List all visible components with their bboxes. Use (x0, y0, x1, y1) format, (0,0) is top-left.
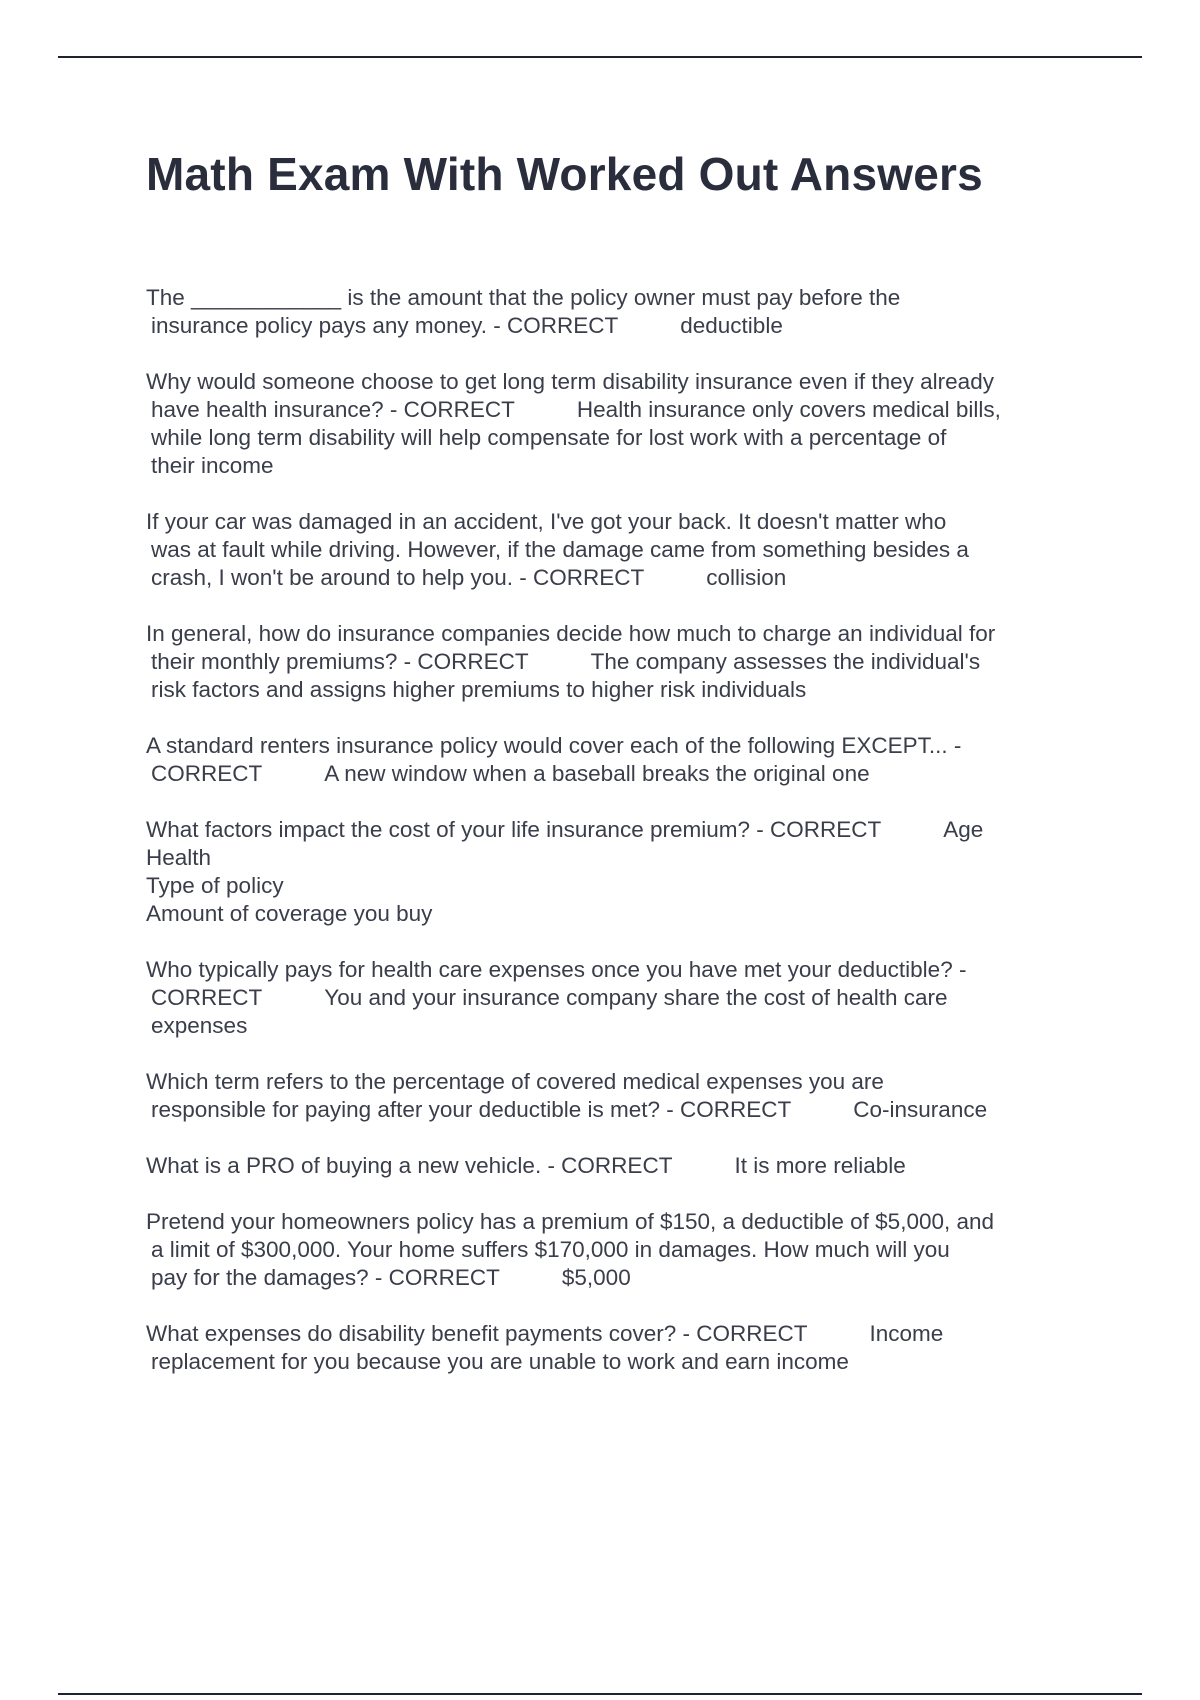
qa-line (146, 564, 1096, 592)
qa-line: Which term refers to the percentage of covered medical expenses you are (146, 1069, 884, 1094)
qa-item (146, 368, 1096, 480)
qa-line: In general, how do insurance companies decide how much to charge an individual for (146, 621, 996, 646)
qa-line: their income (151, 453, 274, 478)
qa-line: risk factors and assigns higher premiums to higher risk individuals (151, 677, 807, 702)
qa-list (146, 284, 1096, 1404)
answer-text: It is more reliable (734, 1153, 906, 1178)
qa-line (146, 984, 1096, 1012)
qa-line: while long term disability will help compensate for lost work with a percentage of (151, 425, 947, 450)
qa-item (146, 1068, 1096, 1124)
page-title: Math Exam With Worked Out Answers (146, 148, 983, 200)
qa-item (146, 620, 1096, 704)
answer-text: $5,000 (561, 1265, 631, 1290)
question-text: CORRECT (151, 761, 263, 786)
question-text: responsible for paying after your deductible is met? - CORRECT (151, 1097, 792, 1122)
question-text: their monthly premiums? - CORRECT (151, 649, 529, 674)
question-text: CORRECT (151, 985, 263, 1010)
answer-text: deductible (680, 313, 783, 338)
qa-line (146, 312, 1096, 340)
qa-item (146, 1320, 1096, 1376)
answer-text: collision (706, 565, 787, 590)
qa-line (146, 1096, 1096, 1124)
question-text: What expenses do disability benefit payments cover? - CORRECT (146, 1321, 808, 1346)
bottom-rule (58, 1693, 1142, 1695)
answer-text: Health insurance only covers medical bills, (576, 397, 1001, 422)
qa-line (146, 760, 1096, 788)
qa-line (146, 816, 1096, 844)
qa-line: Who typically pays for health care expenses once you have met your deductible? - (146, 957, 967, 982)
qa-item (146, 284, 1096, 340)
question-text: What is a PRO of buying a new vehicle. - CORRECT (146, 1153, 673, 1178)
qa-line: The ____________ is the amount that the policy owner must pay before the (146, 285, 901, 310)
qa-line: expenses (151, 1013, 248, 1038)
answer-text: The company assesses the individual's (590, 649, 981, 674)
top-rule (58, 56, 1142, 58)
qa-line: A standard renters insurance policy would cover each of the following EXCEPT... - (146, 733, 962, 758)
qa-line: Why would someone choose to get long term disability insurance even if they already (146, 369, 994, 394)
question-text: What factors impact the cost of your life insurance premium? - CORRECT (146, 817, 882, 842)
question-text: insurance policy pays any money. - CORRECT (151, 313, 619, 338)
question-text: pay for the damages? - CORRECT (151, 1265, 500, 1290)
qa-line: a limit of $300,000. Your home suffers $170,000 in damages. How much will you (151, 1237, 950, 1262)
qa-line (146, 1264, 1096, 1292)
answer-text: Age (943, 817, 984, 842)
question-text: crash, I won't be around to help you. - CORRECT (151, 565, 645, 590)
question-text: have health insurance? - CORRECT (151, 397, 515, 422)
qa-line (146, 1320, 1096, 1348)
qa-line: replacement for you because you are unable to work and earn income (151, 1349, 849, 1374)
answer-text: You and your insurance company share the cost of health care (324, 985, 948, 1010)
qa-item (146, 956, 1096, 1040)
qa-item (146, 1208, 1096, 1292)
answer-text: A new window when a baseball breaks the original one (324, 761, 870, 786)
qa-item (146, 1152, 1096, 1180)
qa-line: Pretend your homeowners policy has a premium of $150, a deductible of $5,000, and (146, 1209, 995, 1234)
answer-text: Income (869, 1321, 944, 1346)
qa-line: Type of policy (146, 873, 284, 898)
qa-line: Amount of coverage you buy (146, 901, 433, 926)
qa-line: If your car was damaged in an accident, I've got your back. It doesn't matter who (146, 509, 947, 534)
qa-item (146, 816, 1096, 928)
qa-line (146, 396, 1096, 424)
qa-item (146, 508, 1096, 592)
qa-item (146, 732, 1096, 788)
qa-line (146, 648, 1096, 676)
answer-text: Co-insurance (853, 1097, 988, 1122)
qa-line (146, 1152, 1096, 1180)
qa-line: Health (146, 845, 212, 870)
qa-line: was at fault while driving. However, if the damage came from something besides a (151, 537, 969, 562)
